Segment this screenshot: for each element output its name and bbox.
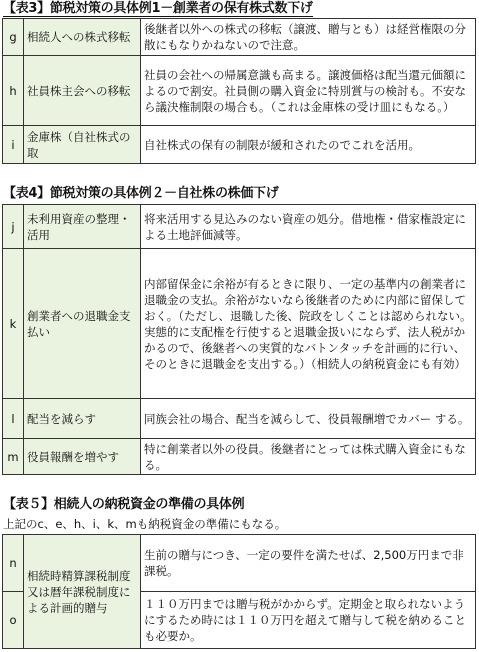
table5-note: 上記のc、e、h、i、k、mも納税資金の準備にもなる。 xyxy=(3,517,287,531)
row-id: i xyxy=(3,126,24,164)
table4 xyxy=(2,204,476,475)
row-label: 創業者への退職金支払い xyxy=(24,249,141,399)
row-description: 将来活用する見込みのない資産の処分。借地権・借家権設定による土地評価減等。 xyxy=(141,205,476,249)
row-label: 未利用資産の整理・活用 xyxy=(24,205,141,249)
row-label: 金庫株（自社株式の取 xyxy=(24,126,141,164)
table3-title-text: 【表3】節税対策の具体例1－創業者の保有株式数下げ xyxy=(3,1,313,16)
table3 xyxy=(2,18,476,164)
row-description: 自社株式の保有の制限が緩和されたのでこれを活用。 xyxy=(141,126,476,164)
table-row xyxy=(3,535,476,592)
table3-title xyxy=(3,1,313,17)
table5-title-text: 【表５】相続人の納税資金の準備の具体例 xyxy=(3,497,245,512)
row-label: 配当を減らす xyxy=(24,399,141,439)
row-label: 相続時精算課税制度又は暦年課税制度による計画的贈与 xyxy=(24,535,141,649)
row-label: 役員報酬を増やす xyxy=(24,439,141,475)
table-row xyxy=(3,205,476,249)
row-id: h xyxy=(3,56,24,126)
row-label: 社員株主会への移転 xyxy=(24,56,141,126)
row-id: g xyxy=(3,19,24,56)
table-row xyxy=(3,249,476,399)
row-description: 特に創業者以外の役員。後継者にとっては株式購入資金にもなる。 xyxy=(141,439,476,475)
row-id: o xyxy=(3,592,24,649)
row-label: 相続人への株式移転 xyxy=(24,19,141,56)
row-id: n xyxy=(3,535,24,592)
table-row xyxy=(3,439,476,475)
row-description: 生前の贈与につき、一定の要件を満たせば、2,500万円まで非課税。 xyxy=(141,535,476,592)
row-description: 社員の会社への帰属意識も高まる。譲渡価格は配当還元価額によるので割安。社員側の購入資金に特別賞与の検討も。不安なら議決権制限の場合も。（これは金庫株の受け皿にもなる。） xyxy=(141,56,476,126)
table-row xyxy=(3,399,476,439)
row-description: 内部留保金に余裕が有るときに限り、一定の基準内の創業者に退職金の支払。余裕がないなら後継者のために内部に留保しておく。（ただし、退職した後、院政をしくことは認められない。実態的に支配権を行使すると退職金扱いにならず、法人税がかかるので、後継者への実質的なバトンタッチを計画的に行い、そのときに退職金を支出する。）（相続人の納税資金にも有効） xyxy=(141,249,476,399)
row-id: l xyxy=(3,399,24,439)
row-id: k xyxy=(3,249,24,399)
row-id: m xyxy=(3,439,24,475)
table5 xyxy=(2,534,476,649)
table-row xyxy=(3,56,476,126)
row-description: 同族会社の場合、配当を減らして、役員報酬増でカバー する。 xyxy=(141,399,476,439)
row-description: １１０万円までは贈与税がかからず。定期金と取られないようにするため時には１１０万円を超えて贈与して税を納めることも必要か。 xyxy=(141,592,476,649)
table4-title xyxy=(3,186,278,202)
table-row xyxy=(3,126,476,164)
table4-title-text: 【表4】節税対策の具体例２－自社株の株価下げ xyxy=(3,186,279,201)
row-id: j xyxy=(3,205,24,249)
row-description: 後継者以外への株式の移転（譲渡、贈与とも）は経営権限の分散にもなりかねないので注意。 xyxy=(141,19,476,56)
table-row xyxy=(3,19,476,56)
table5-title xyxy=(3,497,244,513)
